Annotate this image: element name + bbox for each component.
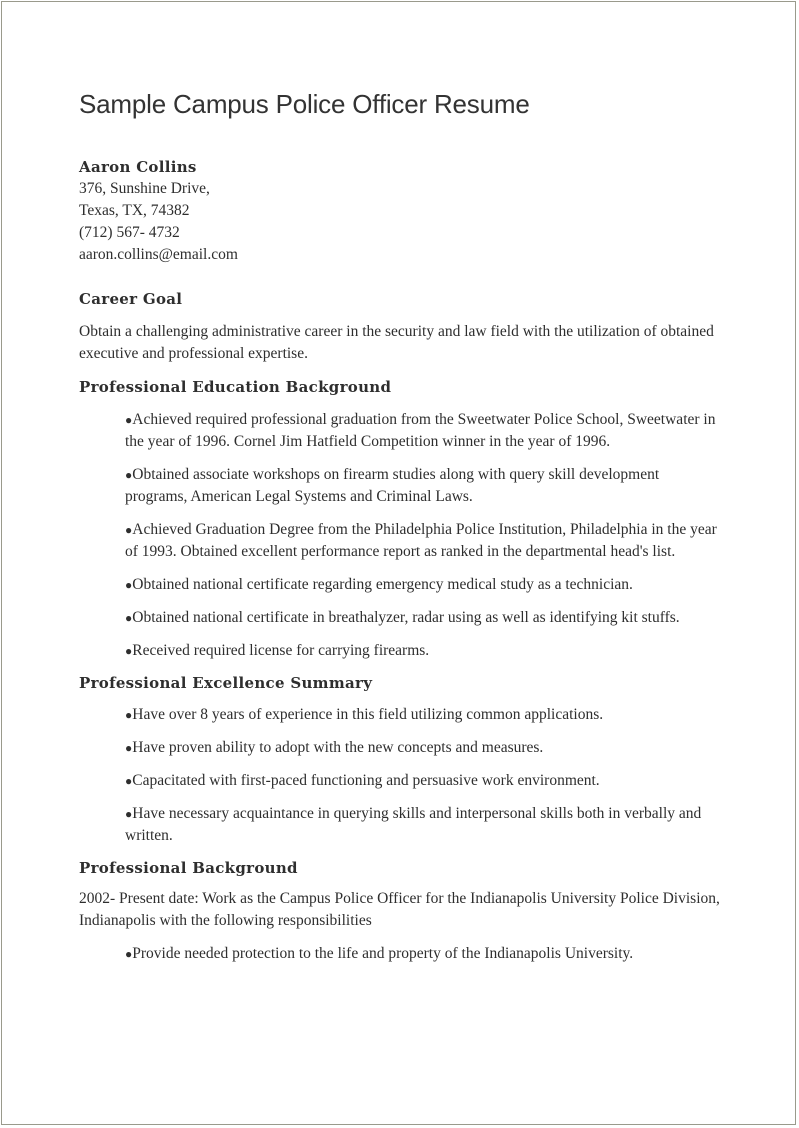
section-heading-career-goal: Career Goal: [79, 290, 183, 308]
bullet-icon: ●: [125, 807, 133, 821]
bullet-icon: ●: [125, 468, 133, 482]
section-heading-background: Professional Background: [79, 859, 298, 877]
education-section: [79, 376, 729, 662]
excellence-section: [79, 672, 729, 847]
resume-document: [79, 86, 729, 975]
career-goal-section: [79, 288, 729, 365]
bullet-icon: ●: [125, 611, 133, 625]
section-heading-education: Professional Education Background: [79, 378, 392, 396]
list-item: ●Provide needed protection to the life and property of the Indianapolis University.: [125, 945, 634, 962]
bullet-icon: ●: [125, 774, 133, 788]
excellence-list: [79, 704, 729, 847]
background-text: 2002- Present date: Work as the Campus Police Officer for the Indianapolis University Police Division, Indianapolis with the following responsibilities: [79, 890, 720, 929]
section-heading-excellence: Professional Excellence Summary: [79, 674, 373, 692]
bullet-icon: ●: [125, 644, 133, 658]
career-goal-text: Obtain a challenging administrative career in the security and law field with the utilization of obtained executive and professional expertise.: [79, 323, 714, 362]
list-item: ●Have over 8 years of experience in this field utilizing common applications.: [125, 706, 604, 723]
email-address: aaron.collins@email.com: [79, 246, 238, 263]
page-title: Sample Campus Police Officer Resume: [79, 89, 530, 119]
list-item: ●Achieved required professional graduation from the Sweetwater Police School, Sweetwater in the year of 1996. Cornel Jim Hatfield Competition winner in the year of 1996.: [125, 411, 716, 450]
contact-block: [79, 156, 729, 266]
bullet-icon: ●: [125, 708, 133, 722]
list-item: ●Obtained national certificate in breathalyzer, radar using as well as identifying kit stuffs.: [125, 609, 680, 626]
bullet-icon: ●: [125, 947, 133, 961]
background-list: [79, 943, 729, 965]
list-item: ●Obtained national certificate regarding emergency medical study as a technician.: [125, 576, 633, 593]
list-item: ●Achieved Graduation Degree from the Philadelphia Police Institution, Philadelphia in the year of 1993. Obtained excellent performance report as ranked in the departmental head's list.: [125, 521, 717, 560]
education-list: [79, 409, 729, 662]
list-item: ●Obtained associate workshops on firearm studies along with query skill development programs, American Legal Systems and Criminal Laws.: [125, 466, 660, 505]
address-line-1: 376, Sunshine Drive,: [79, 180, 210, 197]
bullet-icon: ●: [125, 578, 133, 592]
address-line-2: Texas, TX, 74382: [79, 202, 190, 219]
bullet-icon: ●: [125, 523, 133, 537]
bullet-icon: ●: [125, 413, 133, 427]
background-section: [79, 857, 729, 965]
list-item: ●Received required license for carrying firearms.: [125, 642, 430, 659]
candidate-name: Aaron Collins: [79, 158, 197, 176]
bullet-icon: ●: [125, 741, 133, 755]
phone-number: (712) 567- 4732: [79, 224, 180, 241]
list-item: ●Capacitated with first-paced functioning and persuasive work environment.: [125, 772, 600, 789]
list-item: ●Have proven ability to adopt with the new concepts and measures.: [125, 739, 544, 756]
list-item: ●Have necessary acquaintance in querying skills and interpersonal skills both in verbally and written.: [125, 805, 702, 844]
